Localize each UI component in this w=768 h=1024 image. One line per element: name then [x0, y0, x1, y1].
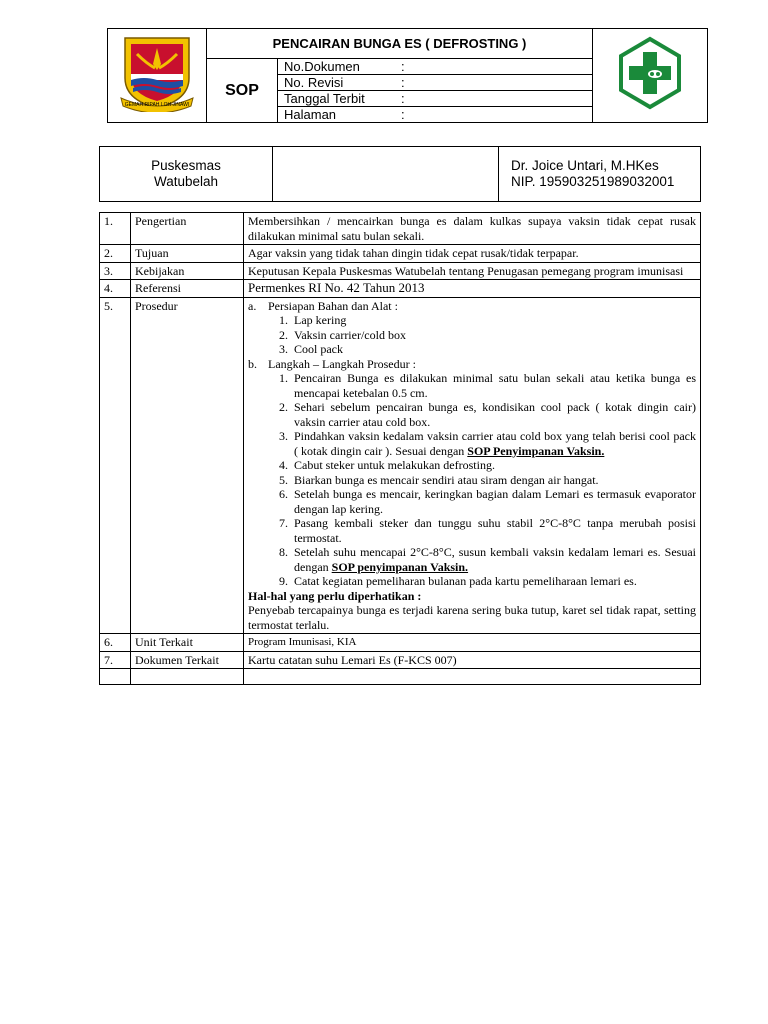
list-item — [248, 473, 696, 488]
row-number: 4. — [100, 280, 131, 298]
meta-row — [278, 75, 592, 91]
item-number: 2. — [279, 327, 288, 342]
doctor-nip: NIP. 195903251989032001 — [511, 174, 675, 189]
notes-title: Hal-hal yang perlu diperhatikan : — [248, 588, 422, 603]
list-item — [248, 516, 696, 545]
list-item — [248, 371, 696, 400]
item-number: 8. — [279, 545, 288, 559]
row-label: Kebijakan — [131, 262, 244, 280]
meta-label: Halaman — [284, 106, 337, 122]
sop-label: SOP — [207, 59, 278, 123]
section-a — [248, 299, 696, 314]
row-content — [244, 669, 701, 685]
meta-value: : — [401, 74, 405, 90]
regency-emblem-icon — [117, 34, 197, 112]
item-text — [294, 545, 696, 574]
notes-text: Penyebab tercapainya bunga es terjadi karena sering buka tutup, karet sel tidak rapat, setting termostat terlalu. — [248, 603, 696, 632]
doctor-name: Dr. Joice Untari, M.HKes — [511, 158, 659, 173]
item-text: Cabut steker untuk melakukan defrosting. — [294, 458, 495, 472]
sop-reference-link[interactable]: SOP penyimpanan Vaksin. — [331, 559, 469, 574]
table-row — [100, 280, 701, 298]
doc-meta — [278, 59, 593, 123]
row-content: Program Imunisasi, KIA — [244, 634, 701, 652]
meta-value: : — [401, 106, 405, 122]
table-row — [100, 651, 701, 669]
item-text: Vaksin carrier/cold box — [294, 327, 406, 342]
row-content: Agar vaksin yang tidak tahan dingin tidak cepat rusak/tidak terpapar. — [244, 245, 701, 263]
item-text-part: Pindahkan vaksin kedalam vaksin carrier atau cold box yang telah berisi cool pack ( kotak dingin cair ). Sesuai dengan — [294, 429, 696, 458]
list-item — [248, 574, 696, 589]
list-item — [248, 429, 696, 458]
item-number: 5. — [279, 472, 288, 487]
emblem-motto: GEMAH RIPAH LOH JINAWI — [124, 102, 190, 108]
section-number: a. — [248, 298, 257, 313]
section-title: Persiapan Bahan dan Alat : — [268, 298, 398, 313]
meta-row — [278, 59, 592, 75]
regency-logo-cell — [108, 29, 207, 123]
table-row — [100, 634, 701, 652]
row-content: Membersihkan / mencairkan bunga es dalam kulkas supaya vaksin tidak cepat rusak dilakukan minimal satu bulan sekali. — [244, 213, 701, 245]
organization-name — [100, 147, 273, 202]
item-text: Lap kering — [294, 313, 347, 327]
row-number — [100, 669, 131, 685]
item-number: 1. — [279, 313, 288, 327]
table-row — [100, 297, 701, 634]
table-row — [100, 245, 701, 263]
signature-cell — [273, 147, 499, 202]
item-text: Biarkan bunga es mencair sendiri atau siram dengan air hangat. — [294, 472, 599, 487]
item-number: 3. — [279, 342, 288, 356]
row-number: 6. — [100, 634, 131, 652]
list-item — [248, 487, 696, 516]
meta-value: : — [401, 58, 405, 74]
item-text: Pencairan Bunga es dilakukan minimal satu bulan sekali atau ketika bunga es mencapai ketebalan 0.5 cm. — [294, 371, 696, 400]
item-text: Sehari sebelum pencairan bunga es, kondisikan cool pack ( kotak dingin cair) vaksin carrier atau cold box. — [294, 400, 696, 429]
table-row — [100, 262, 701, 280]
item-number: 9. — [279, 574, 288, 588]
page-title: PENCAIRAN BUNGA ES ( DEFROSTING ) — [207, 29, 593, 59]
item-number: 1. — [279, 371, 288, 385]
meta-label: No.Dokumen — [284, 58, 360, 74]
row-label: Prosedur — [131, 297, 244, 634]
table-row — [100, 213, 701, 245]
list-item — [248, 545, 696, 574]
list-item — [248, 313, 696, 328]
list-item — [248, 342, 696, 357]
item-text-part: Setelah suhu mencapai 2°C-8°C, susun kembali vaksin kedalam lemari es. Sesuai dengan — [294, 545, 696, 574]
row-content: Permenkes RI No. 42 Tahun 2013 — [244, 280, 701, 298]
row-label: Unit Terkait — [131, 634, 244, 652]
steps-list — [248, 371, 696, 589]
sop-reference-link[interactable]: SOP Penyimpanan Vaksin. — [467, 443, 605, 458]
identity-table — [99, 146, 701, 202]
row-content: Kartu catatan suhu Lemari Es (F-KCS 007) — [244, 651, 701, 669]
row-label: Pengertian — [131, 213, 244, 245]
row-number: 5. — [100, 297, 131, 634]
item-text: Catat kegiatan pemeliharan bulanan pada kartu pemeliharaan lemari es. — [294, 574, 637, 588]
meta-value: : — [401, 90, 405, 106]
row-number: 2. — [100, 245, 131, 263]
list-item — [248, 458, 696, 473]
item-number: 6. — [279, 487, 288, 501]
item-text: Pasang kembali steker dan tunggu suhu stabil 2°C-8°C tanpa merubah posisi termostat. — [294, 516, 696, 545]
item-number: 4. — [279, 458, 288, 472]
item-text: Setelah bunga es mencair, keringkan bagian dalam Lemari es termasuk evaporator dengan lap kering. — [294, 487, 696, 516]
meta-label: No. Revisi — [284, 74, 344, 90]
procedure-content — [244, 297, 701, 634]
section-number: b. — [248, 356, 257, 371]
puskesmas-cross-icon — [613, 36, 687, 110]
row-number: 1. — [100, 213, 131, 245]
health-logo-cell — [593, 29, 708, 123]
row-label: Referensi — [131, 280, 244, 298]
org-line-2: Watubelah — [153, 174, 219, 189]
row-number: 3. — [100, 262, 131, 280]
row-number: 7. — [100, 651, 131, 669]
item-number: 3. — [279, 429, 288, 443]
row-label: Dokumen Terkait — [131, 651, 244, 669]
item-text — [294, 429, 696, 458]
meta-label: Tanggal Terbit — [284, 90, 365, 106]
meta-row — [278, 91, 592, 107]
sop-header — [107, 28, 708, 123]
section-title: Langkah – Langkah Prosedur : — [268, 356, 416, 371]
row-label — [131, 669, 244, 685]
item-text: Cool pack — [294, 342, 343, 356]
section-b — [248, 357, 696, 372]
row-content: Keputusan Kepala Puskesmas Watubelah tentang Penugasan pemegang program imunisasi — [244, 262, 701, 280]
head-of-office — [499, 147, 701, 202]
item-number: 7. — [279, 516, 288, 530]
list-item — [248, 400, 696, 429]
list-item — [248, 328, 696, 343]
materials-list — [248, 313, 696, 357]
row-label: Tujuan — [131, 245, 244, 263]
table-row — [100, 669, 701, 685]
meta-row — [278, 107, 592, 123]
sop-content-table — [99, 212, 701, 685]
org-line-1: Puskesmas — [151, 158, 221, 173]
item-number: 2. — [279, 400, 288, 414]
